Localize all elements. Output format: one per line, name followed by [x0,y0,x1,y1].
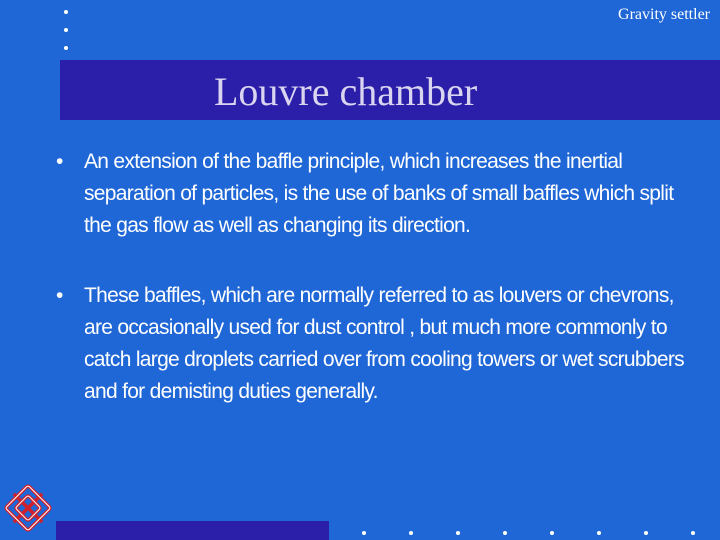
bullet-text: An extension of the baffle principle, which increases the inertial separation of particles, is the use of banks of small baffles which split the gas flow as well as changing its direction. [84,150,674,237]
slide-title: Louvre chamber [214,69,478,114]
decor-dot [362,531,366,535]
decor-dot [64,10,68,14]
bullet-text: These baffles, which are normally referred to as louvers or chevrons, are occasionally used for dust control , but much more commonly to catch large droplets carried over from cooling towers or wet scrubbers and for demisting duties generally. [84,284,684,403]
decor-dot [64,28,68,32]
decor-dot [64,46,68,50]
bullet-icon: • [56,150,63,173]
bullet-item [56,280,696,408]
decor-dot [456,531,460,535]
decor-dot [409,531,413,535]
decor-dot [597,531,601,535]
header-text: Gravity settler [618,6,710,23]
decor-dot [691,531,695,535]
decor-dot [550,531,554,535]
bullet-icon: • [56,284,63,307]
bullet-item [56,146,696,242]
knot-logo-icon [2,482,54,534]
decor-dot [644,531,648,535]
bullet-list [56,146,696,408]
bottom-bar [56,521,329,540]
decor-dot [503,531,507,535]
